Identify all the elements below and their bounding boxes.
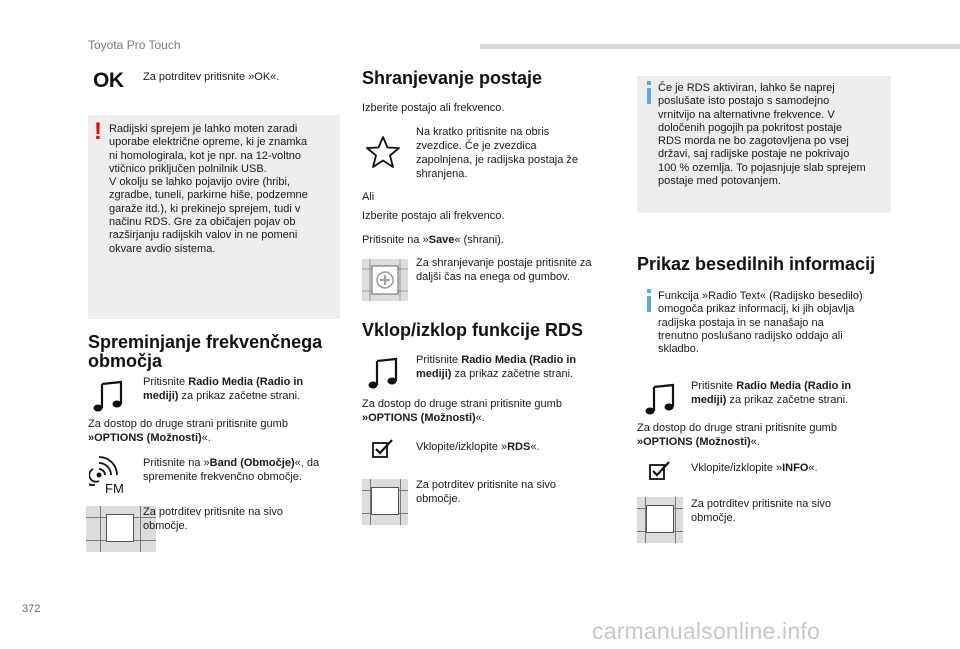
rds-toggle-post: «. xyxy=(530,441,540,453)
band-instruction-line1 xyxy=(143,456,319,470)
rds-label: RDS xyxy=(507,441,531,453)
options-end-2: «. xyxy=(475,412,485,424)
select-station-2: Izberite postajo ali frekvenco. xyxy=(362,210,505,222)
info-icon xyxy=(647,88,651,104)
band-pre: Pritisnite na » xyxy=(143,457,210,469)
options-label-3: »OPTIONS (Možnosti) xyxy=(637,436,751,448)
heading-save-station: Shranjevanje postaje xyxy=(362,68,543,88)
rds-info-text: Če je RDS aktiviran, lahko še naprej poslušate isto postajo s samodejno vrnitvijo na alternativne frekvence. V določenih pogojih pa pokritost postaje RDS morda ne bo zagotovljena po vsej državi, saj radijske postaje ne pokrivajo 100 % ozemlja. To pojasnjuje slab sprejem postaje med potovanjem. xyxy=(658,82,866,188)
rds-toggle-instruction xyxy=(416,440,540,454)
press-radio-media-line1 xyxy=(143,375,303,389)
music-note-icon xyxy=(91,380,125,414)
save-instruction xyxy=(362,233,504,247)
heading-frequency-band-line2: območja xyxy=(88,351,163,371)
grid-confirm-icon-2 xyxy=(362,479,408,525)
options-label: »OPTIONS (Možnosti) xyxy=(88,432,202,444)
or-label: Ali xyxy=(362,191,375,203)
mediji-label: mediji) xyxy=(143,390,179,402)
confirm-gray-line1: Za potrditev pritisnite na sivo xyxy=(143,506,284,518)
save-post: « (shrani). xyxy=(454,234,504,246)
checkbox-icon-2 xyxy=(649,460,671,480)
info-icon-2 xyxy=(647,296,651,312)
info-icon-dot xyxy=(647,81,651,85)
fm-label: FM xyxy=(105,481,124,495)
ok-icon: OK xyxy=(93,69,124,92)
options-end-3: «. xyxy=(750,436,760,448)
home-page-text-2: za prikaz začetne strani. xyxy=(451,368,574,380)
star-outline-icon xyxy=(365,135,401,169)
save-plus-icon xyxy=(362,259,408,301)
options-instruction-2-line1: Za dostop do druge strani pritisnite gumb xyxy=(362,398,562,410)
star-instruction: Na kratko pritisnite na obris zvezdice. Če je zvezdica zapolnjena, je radijska postaja že shranjena. xyxy=(416,126,579,180)
press-radio-media-3-line1 xyxy=(691,379,851,393)
heading-text-info: Prikaz besedilnih informacij xyxy=(637,254,876,274)
info-icon-2-dot xyxy=(647,289,651,293)
radiotext-info: Funkcija »Radio Text« (Radijsko besedilo) omogoča prikaz informacij, ki jih objavlja radijska postaja in se nanašajo na trenutno poslušano radijsko oddajo ali skladbo. xyxy=(658,290,863,356)
options-instruction-line2 xyxy=(88,431,211,445)
press-radio-media-3-line2 xyxy=(691,393,848,407)
grid-confirm-icon-3 xyxy=(637,497,683,543)
band-label: Band (Območje) xyxy=(209,457,295,469)
mediji-label-2: mediji) xyxy=(416,368,452,380)
options-instruction-line1: Za dostop do druge strani pritisnite gumb xyxy=(88,418,288,430)
music-note-icon-3 xyxy=(643,383,677,417)
info-toggle-post: «. xyxy=(808,462,818,474)
press-radio-media-line2 xyxy=(143,389,300,403)
mediji-label-3: mediji) xyxy=(691,394,727,406)
checkbox-icon xyxy=(372,438,394,458)
radio-media-label: Radio Media (Radio in xyxy=(188,376,304,388)
save-label: Save xyxy=(428,234,455,246)
warning-text: Radijski sprejem je lahko moten zaradi uporabe električne opreme, ki je znamka ni homologirala, kot je npr. na 12-voltno vtičnico priključen polnilnik USB. V okolju se lahko pojavijo ovire (hribi, zgradbe, tuneli, parkirne hiše, podzemne garaže itd.), ki prekinejo sprejem, tudi v načinu RDS. Gre za običajen pojav ob razširjanju radijskih valov in ne pomeni okvare avdio sistema. xyxy=(109,123,308,255)
music-note-icon-2 xyxy=(366,357,400,391)
ok-instruction: Za potrditev pritisnite »OK«. xyxy=(143,71,280,83)
info-toggle-pre: Vklopite/izklopite » xyxy=(691,462,783,474)
options-instruction-3-line2 xyxy=(637,435,760,449)
header-bar xyxy=(480,44,960,49)
options-label-2: »OPTIONS (Možnosti) xyxy=(362,412,476,424)
home-page-text-3: za prikaz začetne strani. xyxy=(726,394,849,406)
info-toggle-instruction xyxy=(691,461,818,475)
radio-media-label-2: Radio Media (Radio in xyxy=(461,354,577,366)
band-post1: «, da xyxy=(294,457,320,469)
select-station-1: Izberite postajo ali frekvenco. xyxy=(362,102,505,114)
hold-instruction: Za shranjevanje postaje pritisnite za daljši čas na enega od gumbov. xyxy=(416,257,592,283)
confirm-gray-3-line2: območje. xyxy=(691,512,736,524)
confirm-gray-2-line2: območje. xyxy=(416,493,461,505)
home-page-text: za prikaz začetne strani. xyxy=(178,390,301,402)
confirm-gray-3-line1: Za potrditev pritisnite na sivo xyxy=(691,498,832,510)
running-header: Toyota Pro Touch xyxy=(88,38,181,52)
rds-toggle-pre: Vklopite/izklopite » xyxy=(416,441,508,453)
save-pre: Pritisnite na » xyxy=(362,234,429,246)
page-number: 372 xyxy=(22,603,41,615)
watermark: carmanualsonline.info xyxy=(592,618,820,644)
press-radio-media-2-line1 xyxy=(416,353,576,367)
press-label: Pritisnite xyxy=(143,376,189,388)
heading-frequency-band-line1: Spreminjanje frekvenčnega xyxy=(88,332,323,352)
band-instruction-line2: spremenite frekvenčno območje. xyxy=(143,471,302,483)
press-radio-media-2-line2 xyxy=(416,367,573,381)
radio-fm-icon xyxy=(89,455,131,495)
options-instruction-2-line2 xyxy=(362,411,485,425)
confirm-gray-2-line1: Za potrditev pritisnite na sivo xyxy=(416,479,557,491)
press-label-2: Pritisnite xyxy=(416,354,462,366)
confirm-gray-line2: območje. xyxy=(143,520,188,532)
options-end: «. xyxy=(201,432,211,444)
options-instruction-3-line1: Za dostop do druge strani pritisnite gumb xyxy=(637,422,837,434)
warning-icon: ! xyxy=(94,118,102,145)
press-label-3: Pritisnite xyxy=(691,380,737,392)
info-label: INFO xyxy=(782,462,809,474)
radio-media-label-3: Radio Media (Radio in xyxy=(736,380,852,392)
heading-rds: Vklop/izklop funkcije RDS xyxy=(362,320,584,340)
